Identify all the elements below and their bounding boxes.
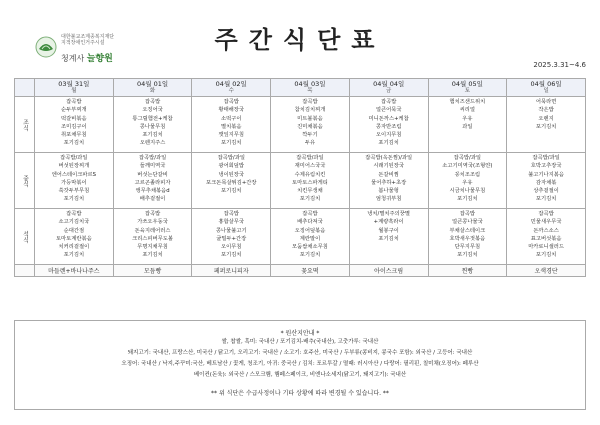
menu-item: 포기김치 (299, 252, 321, 259)
menu-item: 배추다져국 (297, 219, 323, 226)
notes-line: 베이컨(돈육): 외국산 / 스모크햄, 햄페스페이크, 비엔나소세지(닭고기, 돼지고기): 국내산 (193, 372, 407, 378)
menu-item: 포기김치 (457, 196, 478, 203)
menu-cell (35, 209, 114, 265)
menu-item: 얼큰어묵국 (375, 107, 402, 114)
day-header: 04월 04일 금 (349, 79, 428, 97)
menu-item: 포기김치 (378, 140, 399, 147)
menu-cell (113, 153, 192, 209)
menu-item: 잡곡밥(옥돈찜)/과일 (365, 155, 413, 161)
menu-item: 포기김치 (535, 252, 557, 259)
menu-item: 오렌지 (538, 115, 554, 122)
menu-item: 깻잎지무침 (218, 132, 245, 139)
menu-item: 우유 (462, 115, 473, 122)
meal-label: 중식 (15, 153, 35, 209)
menu-item: 홍합살무국 (218, 219, 245, 226)
menu-cell (113, 209, 192, 265)
breakfast-row (15, 97, 586, 153)
menu-item: 포기김치 (299, 196, 321, 203)
page-title: 주간식단표 (214, 26, 386, 54)
menu-item: 표고버섯볶음 (530, 235, 562, 242)
menu-item: 잡곡밥 (144, 211, 161, 217)
menu-cell (192, 97, 271, 153)
day-header: 04월 03일 목 (271, 79, 350, 97)
menu-item: 불고기나지볶음 (528, 171, 565, 178)
menu-item: 잡곡밥 (538, 211, 554, 217)
menu-item: 조미김구이 (61, 123, 87, 130)
menu-item: 오이무침 (221, 244, 242, 251)
menu-item: 들깨미역국 (139, 163, 166, 170)
menu-item: 냉이된장국 (218, 171, 245, 178)
menu-item: 미트볼볶음 (297, 115, 323, 122)
snack-cell: 찐빵 (428, 265, 507, 277)
menu-item: 수제유림치킨 (294, 171, 326, 178)
menu-item: 크리스피버무도볼 (132, 235, 174, 242)
menu-item: 잡곡밥 (459, 211, 476, 217)
menu-item: 콩나물불고기 (215, 227, 247, 234)
menu-item: 포기김치 (378, 235, 399, 242)
menu-item: 포기김치 (63, 252, 85, 259)
menu-item: 얼큰콩나물국 (452, 219, 483, 226)
day-header: 04월 05일 토 (428, 79, 507, 97)
snack-label-cell (15, 265, 35, 277)
menu-item: 계란말이 (299, 235, 321, 242)
menu-item: 떡갈비볶음 (61, 115, 87, 122)
menu-item: 토마토스파게티 (292, 179, 328, 186)
menu-item: 봄나물헝 (378, 188, 399, 195)
menu-item: 모둠쌈채소무침 (292, 244, 328, 251)
menu-item: 잡곡밥/과일 (453, 155, 482, 161)
menu-item: 버섯는단갈비 (137, 171, 168, 178)
day-header: 04월 02일 수 (192, 79, 271, 97)
menu-item: 오이지무침 (375, 132, 402, 139)
menu-item: 오징어국 (142, 107, 163, 114)
menu-item: 과일 (462, 123, 473, 130)
menu-item: 잡곡밥/과일 (138, 155, 167, 161)
menu-item: 잡곡밥/과일 (60, 155, 88, 161)
menu-item: 황태해장국 (218, 107, 245, 114)
menu-item: 포기김치 (142, 252, 163, 259)
menu-item: 두유 (304, 140, 316, 147)
menu-item: 우유 (462, 179, 473, 186)
menu-item: 포기김치 (142, 132, 163, 139)
snack-cell: 아이스크림 (349, 265, 428, 277)
menu-item: 포기김치 (535, 123, 557, 130)
menu-item: 배추겉절이 (139, 196, 166, 203)
menu-item: 부채살스테이크 (449, 227, 486, 234)
menu-item: 포기김치 (221, 140, 242, 147)
menu-item: 시금치나물무침 (449, 188, 486, 195)
snack-row (15, 265, 586, 277)
menu-item: 돈갈비찜 (378, 171, 399, 178)
logo-brand: 청계사 늘향원 (61, 54, 113, 64)
menu-item: 돈까스소스 (533, 227, 559, 234)
menu-item: 잡곡밥 (223, 99, 239, 105)
menu-item: 콩나물무침 (139, 123, 166, 130)
menu-item: 잡곡밥 (302, 211, 318, 217)
menu-item: 잡곡밥/과일 (532, 155, 560, 161)
menu-item: 상추겉절이 (533, 188, 559, 195)
dinner-row (15, 209, 586, 265)
menu-cell (35, 153, 114, 209)
menu-item: 치킨무생채 (297, 188, 323, 195)
snack-cell: 오색경단 (507, 265, 586, 277)
menu-item: 미니돈까스+케찹 (368, 115, 409, 122)
menu-item: 잡곡밥/과일 (217, 155, 245, 161)
menu-item: 잡곡밥 (66, 99, 82, 105)
menu-item: 시래기된장국 (373, 163, 405, 170)
menu-item: 월봉구이 (378, 227, 399, 234)
menu-item: +계량흑라이 (373, 219, 404, 226)
menu-cell (35, 97, 114, 153)
menu-item: 앵무추채볶음d (135, 188, 170, 195)
day-header: 04월 01일 화 (113, 79, 192, 97)
menu-cell (271, 153, 350, 209)
menu-item: 단무지무침 (454, 244, 481, 251)
menu-cell (428, 97, 507, 153)
menu-item: 취포채무침 (61, 132, 87, 139)
menu-item: 엄청귀부침 (375, 196, 402, 203)
menu-item: 어묵라면 (535, 99, 557, 105)
snack-cell: 페퍼로니피자 (192, 265, 271, 277)
menu-item: 진미채볶음 (297, 123, 323, 130)
menu-item: 가등막볶이 (61, 179, 87, 186)
lunch-row (15, 153, 586, 209)
menu-cell (192, 153, 271, 209)
menu-cell (349, 97, 428, 153)
menu-item: 잡곡밥/과일 (296, 155, 324, 161)
menu-item: 민물새우무국 (530, 219, 562, 226)
menu-cell (113, 97, 192, 153)
menu-item: 작은밥 (538, 107, 554, 114)
menu-item: 꽁치조조림 (454, 171, 481, 178)
menu-item: 마카로니샐러드 (528, 244, 565, 251)
menu-item: 씨리얼 (459, 107, 476, 114)
menu-item: 돈육지레어러스 (134, 227, 171, 234)
menu-cell (271, 209, 350, 265)
menu-item: 오렌지주스 (139, 140, 166, 147)
origin-notes (14, 320, 586, 410)
menu-item: 오징어덮볶음 (294, 227, 326, 234)
menu-item: 엔어스테이크파르S (51, 171, 96, 178)
corner-cell (15, 79, 35, 97)
menu-item: 포기김치 (221, 188, 242, 195)
snack-cell: 모듬빵 (113, 265, 192, 277)
menu-table (14, 78, 586, 277)
meal-label: 조식 (15, 97, 35, 153)
notes-footer: ** 위 식단은 수급사정이나 기타 상황에 따라 변경될 수 있습니다. ** (211, 390, 389, 397)
menu-item: 무명지채무침 (137, 244, 168, 251)
menu-item: 호박고추장국 (530, 163, 562, 170)
menu-item: 잡곡밥 (380, 99, 397, 105)
menu-item: 재미어스국국 (294, 163, 326, 170)
logo-org-text: 대한불교조계종복지재단 지적장애인거주시설 (61, 34, 115, 46)
snack-cell: 마들렌+바나나주스 (35, 265, 114, 277)
menu-item: 고르곤졸라피자 (134, 179, 171, 186)
meal-label: 석식 (15, 209, 35, 265)
menu-cell (192, 209, 271, 265)
menu-item: 콩자반조림 (375, 123, 402, 130)
snack-cell: 꽃요떡 (271, 265, 350, 277)
menu-item: 멸치볶음 (221, 123, 242, 130)
menu-item: 잡곡밥 (302, 99, 318, 105)
menu-item: 햄치즈샌드위치 (449, 99, 486, 105)
notes-line: 오징어: 국내산 / 낙지,주꾸미:국산, 베트남산 / 꽃게, 청조기, 아귀: 중국산 / 김치: 포르투갈 / 멸때: 러시아산 / 다랑어: 필리핀, 칠미채(오징어): 페루산 (121, 361, 479, 367)
menu-item: 포기김치 (63, 196, 85, 203)
menu-item: 호박새우젓볶음 (449, 235, 486, 242)
menu-item: 잡곡밥 (66, 211, 82, 217)
day-header: 03월 31일 월 (35, 79, 114, 97)
menu-item: 소고기김치국 (58, 219, 90, 226)
notes-line: 돼지고기: 국내산, 프랑스산, 미국산 / 닭고기, 오리고기: 국내산 / 소고기: 호주산, 미국산 / 두부류(콩비지, 콩국수 포함): 외국산 / 고등어: 국내산 (127, 350, 473, 356)
menu-cell (428, 209, 507, 265)
menu-cell (349, 153, 428, 209)
menu-cell (507, 97, 586, 153)
date-range: 2025.3.31~4.6 (533, 61, 586, 69)
menu-item: 포크돈목살튀김+간장 (206, 179, 257, 186)
menu-item: 잡곡밥 (223, 211, 239, 217)
menu-item: 광어회덮밥 (218, 163, 245, 170)
menu-cell (507, 209, 586, 265)
menu-item: 쑥갓두부무침 (58, 188, 90, 195)
menu-item: 순두부찌개 (61, 107, 87, 114)
menu-item: 포기김치 (535, 196, 557, 203)
menu-item: 가쓰오우동국 (137, 219, 168, 226)
menu-item: 소떡구이 (221, 115, 242, 122)
header-row (15, 79, 586, 97)
menu-item: 참치김치찌개 (294, 107, 326, 114)
menu-item: 버섯된장찌개 (58, 163, 90, 170)
menu-cell (428, 153, 507, 209)
menu-item: 잡곡밥 (144, 99, 161, 105)
menu-item: 순대간점 (63, 227, 85, 234)
menu-item: 포기김치 (457, 252, 478, 259)
menu-cell (507, 153, 586, 209)
menu-item: 포기김치 (63, 140, 85, 147)
day-header: 04월 06일 일 (507, 79, 586, 97)
notes-line: 쌀, 찹쌀, 흑미: 국내산 / 포기김치-배추(국내산), 고춧가루: 국내산 (221, 339, 379, 345)
menu-item: 물어추하+초장 (371, 179, 407, 186)
menu-item: 깍두기 (302, 132, 318, 139)
menu-cell (271, 97, 350, 153)
menu-cell (349, 209, 428, 265)
menu-item: 감자채볶 (535, 179, 557, 186)
menu-item: 통그릴햄전+케찹 (132, 115, 173, 122)
menu-item: 치커리겉절이 (58, 244, 90, 251)
menu-item: 굴밀두+간장 (216, 235, 247, 242)
notes-title: * 원산지안내 * (280, 330, 320, 337)
menu-item: 냉치/멸치주의꿍멸 (367, 211, 411, 217)
menu-item: 포기김치 (221, 252, 242, 259)
menu-item: 토마토계란볶음 (55, 235, 92, 242)
menu-item: 소고기미역국(조형얀) (442, 163, 493, 170)
